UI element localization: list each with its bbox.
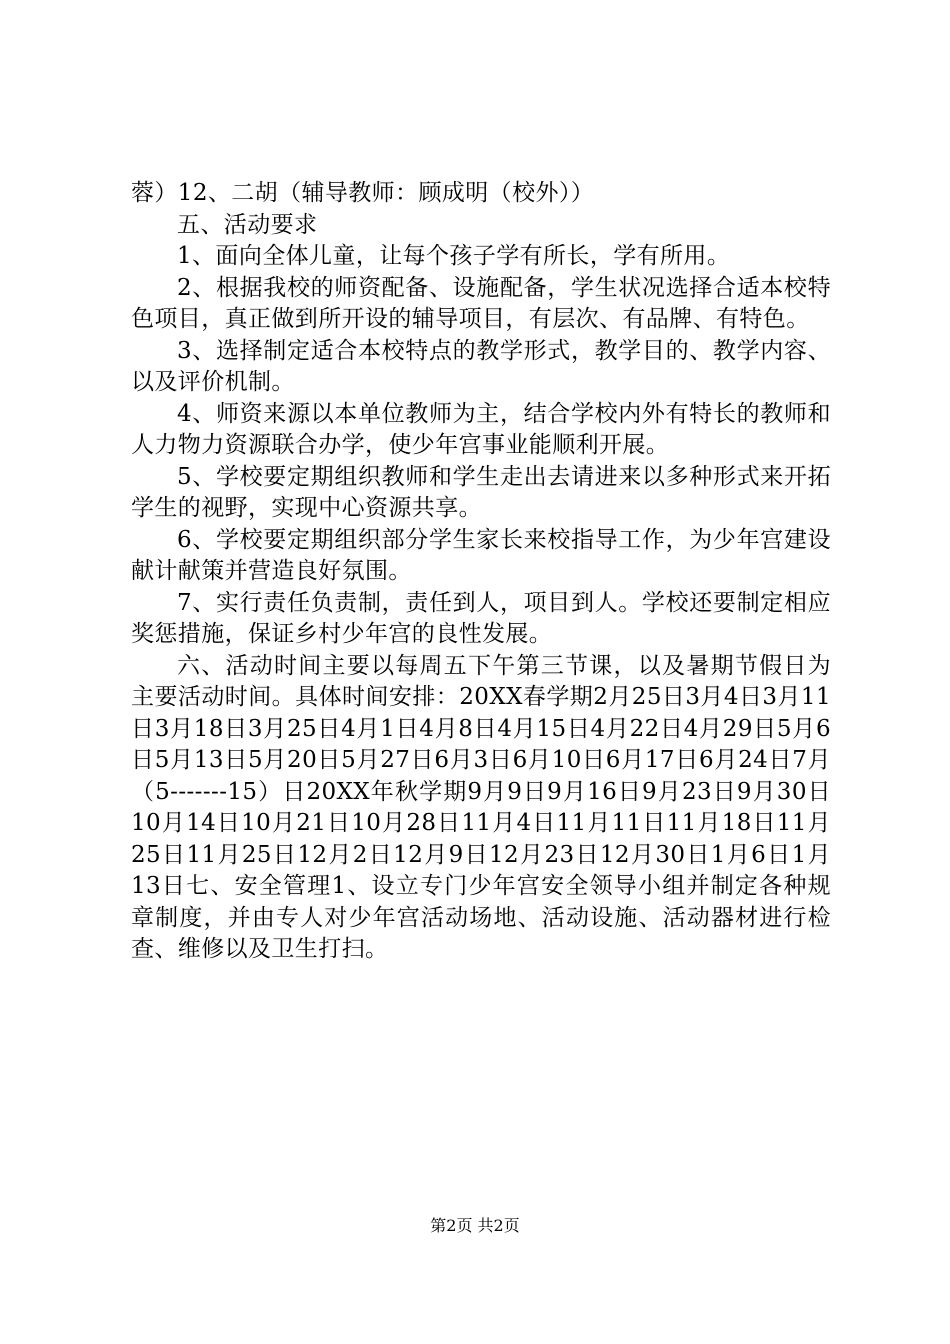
requirement-item-1: 1、面向全体儿童，让每个孩子学有所长，学有所用。: [177, 243, 731, 269]
paragraph-continuation: 蓉）12、二胡（辅导教师：顾成明（校外））: [131, 180, 595, 206]
page-footer: 第2页 共2页: [430, 1216, 520, 1235]
requirement-item-4: 4、师资来源以本单位教师为主，结合学校内外有特长的教师和人力物力资源联合办学，使少年宫事业能顺利开展。: [131, 400, 831, 458]
requirement-item-6: 6、学校要定期组织部分学生家长来校指导工作，为少年宫建设献计献策并营造良好氛围。: [131, 526, 831, 584]
section-heading-activity-requirements: 五、活动要求: [177, 211, 318, 238]
requirement-item-3: 3、选择制定适合本校特点的教学形式，教学目的、教学内容、以及评价机制。: [131, 337, 831, 395]
requirement-item-2: 2、根据我校的师资配备、设施配备，学生状况选择合适本校特色项目，真正做到所开设的辅导项目，有层次、有品牌、有特色。: [131, 274, 831, 332]
requirement-item-5: 5、学校要定期组织教师和学生走出去请进来以多种形式来开拓学生的视野，实现中心资源共享。: [131, 463, 831, 521]
section-activity-time-and-safety: 六、活动时间主要以每周五下午第三节课，以及暑期节假日为主要活动时间。具体时间安排：20XX春学期2月25日3月4日3月11日3月18日3月25日4月1日4月8日4月15日4月22日4月29日5月6日5月13日5月20日5月27日6月3日6月10日6月17日6月24日7月（5-------15）日20XX年秋学期9月9日9月16日9月23日9月30日10月14日10月21日10月28日11月4日11月11日11月18日11月25日11月25日12月2日12月9日12月23日12月30日1月6日1月13日七、安全管理1、设立专门少年宫安全领导小组并制定各种规章制度，并由专人对少年宫活动场地、活动设施、活动器材进行检查、维修以及卫生打扫。: [131, 652, 831, 962]
document-body: [131, 178, 831, 966]
requirement-item-7: 7、实行责任负责制，责任到人，项目到人。学校还要制定相应奖惩措施，保证乡村少年宫的良性发展。: [131, 589, 831, 647]
